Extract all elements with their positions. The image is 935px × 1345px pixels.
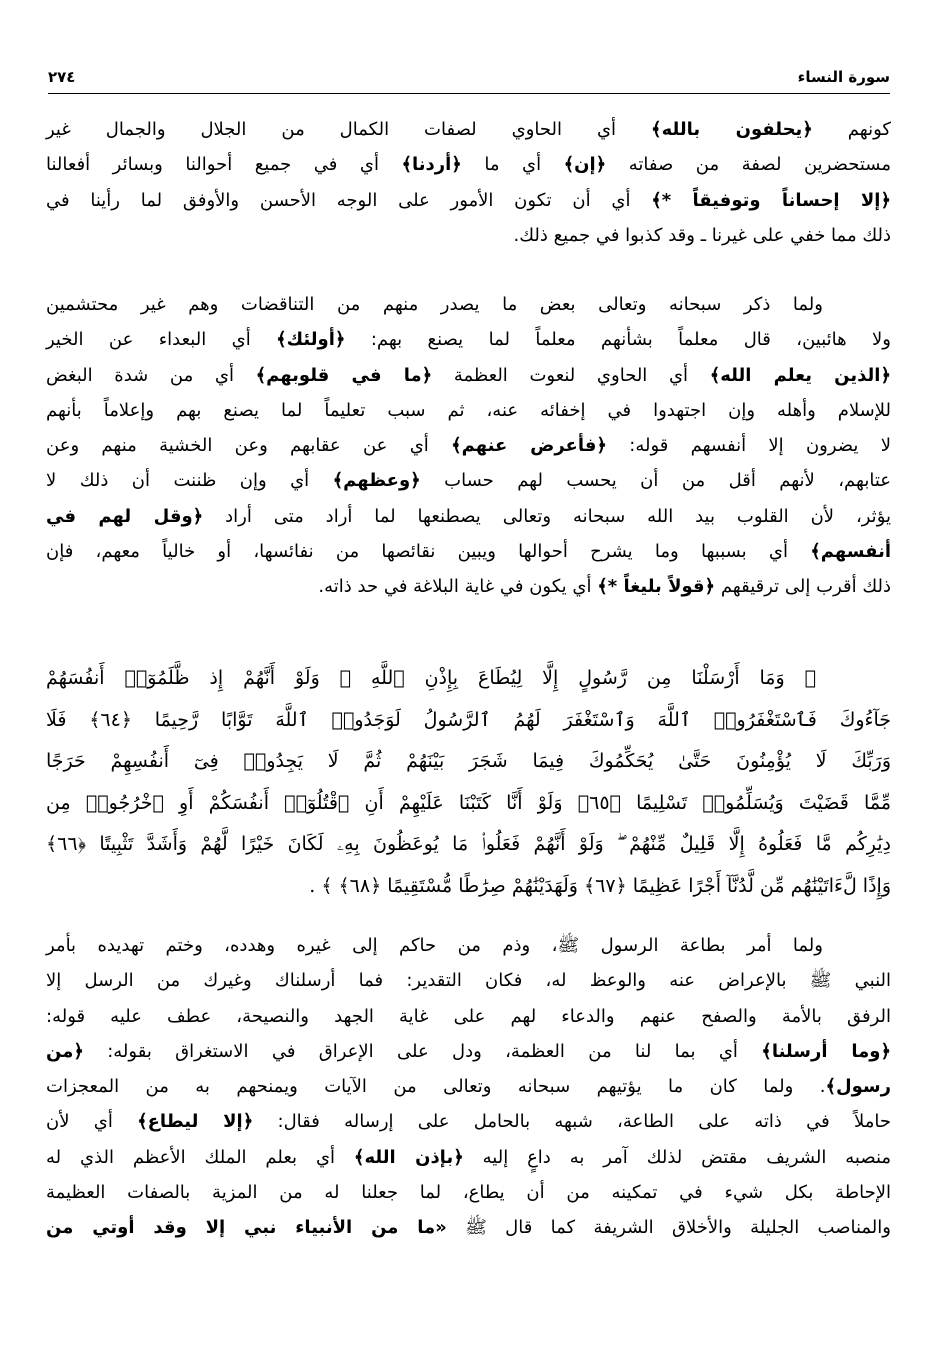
text-line bbox=[46, 1210, 891, 1245]
text-line bbox=[46, 1069, 891, 1104]
text-run: ذلك أقرب إلى ترقيقهم bbox=[715, 576, 891, 598]
text-run: النبي ﷺ بالإعراض عنه والوعظ له، فكان التقدير: فما أرسلناك وغيرك من الرسل إلا bbox=[46, 970, 891, 992]
quoted-phrase: ﴿أردنا﴾ bbox=[401, 154, 462, 176]
text-run: عتابهم، لأنهم أقل من أن يحسب لهم حساب bbox=[420, 470, 891, 492]
text-run: كونهم bbox=[812, 119, 891, 140]
text-run: الرفق بالأمة والصفح عنهم والدعاء لهم على غاية الجهد والنصيحة، عطف عليه قوله: bbox=[46, 1005, 891, 1027]
text-run: دِيَٰرِكُم مَّا فَعَلُوهُ إِلَّا قَلِيلٌ مِّنْهُمْ ۖ وَلَوْ أَنَّهُمْ فَعَلُوا۟ مَا يُوعَظُونَ بِهِۦ لَكَانَ خَيْرًا لَّهُمْ وَأَشَدَّ تَثْبِيتًا ﴿٦٦﴾ bbox=[46, 833, 891, 855]
text-run: وَإِذًا لَّءَاتَيْنَٰهُم مِّن لَّدُنَّآ أَجْرًا عَظِيمًا ﴿٦٧﴾ وَلَهَدَيْنَٰهُمْ صِرَٰطًا مُّسْتَقِيمًا ﴿٦٨﴾ ﴾ . bbox=[309, 874, 891, 897]
text-run: أي بسببها وما يشرح أحوالها ويبين نقائصها من نفائسها، أو خالياً معهم، فإن bbox=[46, 541, 811, 563]
quoted-phrase: ﴿وما أرسلنا﴾ bbox=[761, 1040, 892, 1062]
text-line bbox=[46, 569, 891, 604]
text-line bbox=[46, 1104, 891, 1139]
text-line bbox=[46, 393, 891, 428]
text-line bbox=[46, 112, 891, 147]
text-run: يؤثر، لأن القلوب بيد الله سبحانه وتعالى يصطنعها لما أراد متى أراد bbox=[203, 505, 891, 527]
quoted-phrase: ﴿من bbox=[46, 1040, 84, 1062]
text-line bbox=[46, 783, 891, 825]
text-line bbox=[46, 700, 891, 742]
text-run: أي يكون في غاية البلاغة في حد ذاته. bbox=[318, 576, 598, 598]
text-run: أي ما bbox=[461, 154, 564, 176]
text-run: أي الحاوي لصفات الكمال من الجلال والجمال غير bbox=[46, 119, 652, 140]
surah-title: سورة النساء bbox=[797, 68, 890, 86]
quoted-phrase: ﴿وعظهم﴾ bbox=[332, 470, 421, 492]
page-number: ٢٧٤ bbox=[48, 68, 76, 86]
quoted-phrase: رسول﴾ bbox=[825, 1076, 891, 1098]
text-run: مِّمَّا قَضَيْتَ وَيُسَلِّمُوا۟ تَسْلِيمًا ﴿٦٥﴾ وَلَوْ أَنَّا كَتَبْنَا عَلَيْهِمْ أَنِ ٱقْتُلُوٓا۟ أَنفُسَكُمْ أَوِ ٱخْرُجُوا۟ مِن bbox=[46, 791, 891, 814]
quoted-phrase: ﴿الذين يعلم الله﴾ bbox=[709, 364, 892, 386]
quoted-phrase: ﴿يحلفون بالله﴾ bbox=[651, 119, 813, 140]
text-run: جَآءُوكَ فَٱسْتَغْفَرُوا۟ ٱللَّهَ وَٱسْتَغْفَرَ لَهُمُ ٱلرَّسُولُ لَوَجَدُوا۟ ٱللَّهَ تَوَّابًا رَّحِيمًا ﴿٦٤﴾ فَلَا bbox=[46, 708, 891, 731]
text-line bbox=[46, 1034, 891, 1069]
text-run: أي في جميع أحوالنا وبسائر أفعالنا bbox=[46, 154, 402, 176]
text-run: حاملاً في ذاته على الطاعة، شبهه بالحامل على إرساله فقال: bbox=[253, 1111, 891, 1133]
text-run: والمناصب الجليلة والأخلاق الشريفة كما قال ﷺ bbox=[446, 1217, 891, 1239]
text-line bbox=[46, 999, 891, 1034]
text-line bbox=[46, 463, 891, 498]
text-run: منصبه الشريف مقتض لذلك آمر به داعٍ إليه bbox=[463, 1146, 892, 1168]
text-run: . ولما كان ما يؤتيهم سبحانه وتعالى من الآيات ويمنحهم به من المعجزات bbox=[46, 1076, 826, 1098]
text-run: أي البعداء عن الخير bbox=[46, 329, 277, 351]
text-line bbox=[46, 741, 891, 783]
text-run: ولما ذكر سبحانه وتعالى بعض ما يصدر منهم من التناقضات وهم غير محتشمين bbox=[46, 294, 823, 315]
text-line bbox=[46, 147, 891, 182]
quoted-phrase: ﴿إلا ليطاع﴾ bbox=[137, 1111, 254, 1133]
text-run: أي بما لنا من العظمة، ودل على الإعراق في الاستغراق بقوله: bbox=[83, 1040, 762, 1062]
text-run: لا يضرون إلا أنفسهم قوله: bbox=[606, 435, 891, 457]
text-line bbox=[46, 499, 891, 534]
text-line bbox=[46, 963, 891, 998]
text-line bbox=[46, 218, 891, 253]
text-run: أي أن تكون الأمور على الوجه الأحسن والأوفق لما رأينا في bbox=[46, 189, 652, 211]
text-line bbox=[46, 824, 891, 866]
quoted-phrase: ﴿إن﴾ bbox=[563, 154, 607, 176]
text-run: أي لأن bbox=[46, 1111, 138, 1133]
text-run: أي عن عقابهم وعن الخشية منهم وعن bbox=[46, 435, 452, 457]
text-run: الإحاطة بكل شيء في تمكينه من أن يطاع، لما جعلنا له من المزية بالصفات العظيمة bbox=[46, 1182, 891, 1204]
paragraph-3 bbox=[46, 928, 891, 1246]
text-run: مستحضرين لصفة من صفاته bbox=[606, 154, 891, 176]
paragraph-1 bbox=[46, 112, 891, 253]
quoted-phrase: ﴿ما في قلوبهم﴾ bbox=[255, 364, 433, 386]
text-run: ولما أمر بطاعة الرسول ﷺ، وذم من حاكم إلى غيره وهدده، وختم تهديده بأمر bbox=[46, 935, 823, 956]
quoted-phrase: أنفسهم﴾ bbox=[810, 541, 891, 563]
quoted-phrase: ﴿بإذن الله﴾ bbox=[353, 1146, 464, 1168]
text-run: أي من شدة البغض bbox=[46, 364, 256, 386]
quoted-phrase: ﴿إلا إحساناً وتوفيقاً *﴾ bbox=[651, 189, 891, 211]
text-run: أي وإن ظننت أن ذلك لا bbox=[46, 470, 333, 492]
text-line bbox=[46, 322, 891, 357]
quoted-phrase: ﴿قولاً بليغاً *﴾ bbox=[597, 576, 716, 598]
quoted-phrase: ﴿أولئك﴾ bbox=[276, 329, 346, 351]
text-line bbox=[46, 358, 891, 393]
quoted-phrase: ﴿فأعرض عنهم﴾ bbox=[451, 435, 607, 457]
paragraph-2 bbox=[46, 287, 891, 605]
text-line bbox=[46, 928, 891, 963]
text-line bbox=[46, 866, 891, 908]
text-line bbox=[46, 534, 891, 569]
text-line bbox=[46, 1140, 891, 1175]
quoted-phrase: «ما من الأنبياء نبي إلا وقد أوتي من bbox=[46, 1217, 447, 1239]
text-line bbox=[46, 658, 891, 700]
quran-verses bbox=[46, 658, 891, 907]
text-run: ولا هائبين، قال معلماً بشأنهم معلماً لما يصنع بهم: bbox=[345, 329, 891, 351]
quoted-phrase: ﴿وقل لهم في bbox=[46, 505, 204, 527]
text-line bbox=[46, 183, 891, 218]
text-run: للإسلام وأهله وإن اجتهدوا في إخفائه عنه، ثم سبب تعليماً لما يصنع بهم وإعلاماً بأنهم bbox=[46, 399, 891, 421]
page-header bbox=[48, 62, 890, 92]
text-run: أي بعلم الملك الأعظم الذي له bbox=[46, 1146, 354, 1168]
text-line bbox=[46, 287, 891, 322]
text-line bbox=[46, 1175, 891, 1210]
text-run: ﴿ وَمَا أَرْسَلْنَا مِن رَّسُولٍ إِلَّا لِيُطَاعَ بِإِذْنِ ٱللَّهِ ۚ وَلَوْ أَنَّهُمْ إِذ ظَّلَمُوٓا۟ أَنفُسَهُمْ bbox=[46, 667, 816, 689]
text-run: ذلك مما خفي على غيرنا ـ وقد كذبوا في جميع ذلك. bbox=[513, 224, 891, 246]
text-line bbox=[46, 428, 891, 463]
text-run: وَرَبِّكَ لَا يُؤْمِنُونَ حَتَّىٰ يُحَكِّمُوكَ فِيمَا شَجَرَ بَيْنَهُمْ ثُمَّ لَا يَجِدُوا۟ فِىٓ أَنفُسِهِمْ حَرَجًا bbox=[46, 750, 891, 772]
text-run: أي الحاوي لنعوت العظمة bbox=[432, 364, 710, 386]
header-rule bbox=[48, 93, 890, 94]
